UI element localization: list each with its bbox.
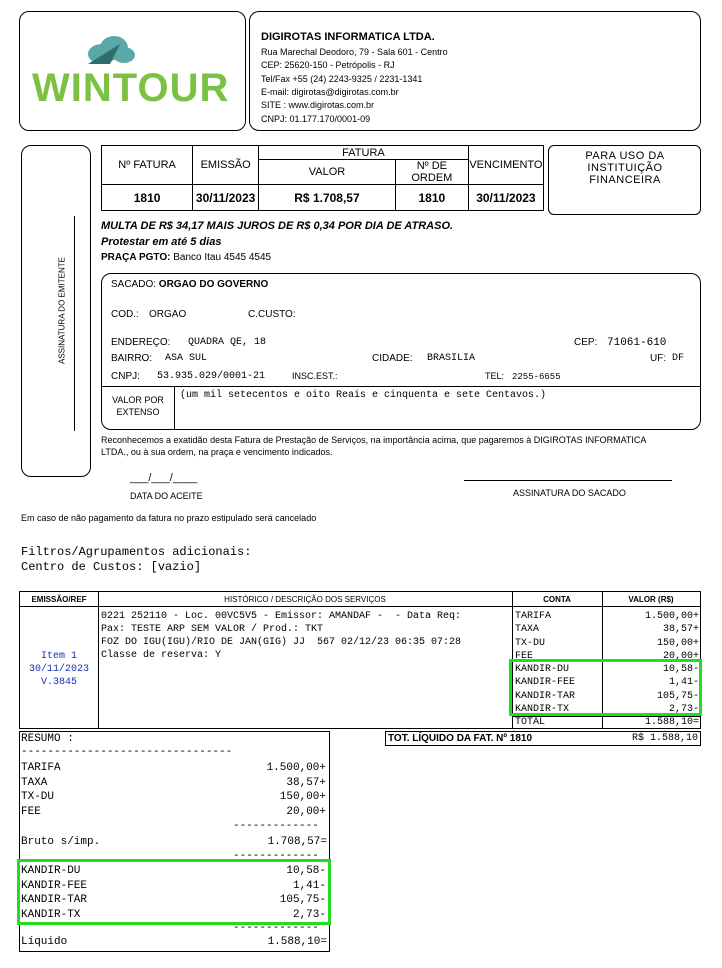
conta-cell: TAXA bbox=[515, 624, 540, 636]
uf-label: UF: bbox=[650, 353, 667, 364]
description-line: 0221 252110 - Loc. 00VC5V5 - Emissor: AMANDAF - - Data Req: bbox=[101, 611, 462, 622]
cancel-note: Em caso de não pagamento da fatura no prazo estipulado será cancelado bbox=[21, 513, 317, 523]
conta-cell: TOTAL bbox=[515, 717, 546, 729]
cep-label: CEP: bbox=[574, 337, 598, 348]
resumo-line-value: 1.500,00+ bbox=[266, 762, 326, 774]
resumo-line-label: TARIFA bbox=[21, 762, 61, 774]
emissao-value: 30/11/2023 bbox=[193, 185, 259, 211]
header-valor: VALOR (R$) bbox=[628, 595, 674, 604]
valor-cell: 150,00+ bbox=[656, 637, 699, 649]
company-phone: Tel/Fax +55 (24) 2243-9325 / 2231-1341 bbox=[261, 74, 423, 84]
resumo-divider: -------------------------------- bbox=[21, 746, 233, 758]
no-ordem-header: Nº DE ORDEM bbox=[395, 160, 468, 185]
extenso-label: VALOR POR EXTENSO bbox=[112, 395, 164, 417]
item-label: Item 1 bbox=[40, 651, 77, 662]
vencimento-value: 30/11/2023 bbox=[468, 185, 543, 211]
bairro-value: ASA SUL bbox=[165, 353, 208, 364]
item-date: 30/11/2023 bbox=[28, 664, 89, 675]
financial-use-label: PARA USO DA INSTITUIÇÃO FINANCEIRA bbox=[585, 150, 665, 186]
conta-cell: FEE bbox=[515, 650, 534, 662]
tot-liquido-value: R$ 1.588,10 bbox=[631, 733, 698, 744]
logo-wordmark: WINTOUR bbox=[32, 66, 230, 110]
valor-cell: 1.500,00+ bbox=[644, 611, 699, 622]
deduction-value: 10,58- bbox=[286, 865, 326, 877]
praca-pgto bbox=[101, 252, 271, 263]
sacado-row bbox=[111, 279, 268, 290]
praca-label: PRAÇA PGTO: bbox=[101, 252, 171, 263]
no-fatura-value: 1810 bbox=[102, 185, 193, 211]
endereco-label: ENDEREÇO: bbox=[111, 337, 171, 348]
kandir-highlight-resumo bbox=[17, 859, 331, 925]
description-line: FOZ DO IGU(IGU)/RIO DE JAN(GIG) JJ 567 02/12/23 06:35 07:28 bbox=[101, 637, 462, 648]
no-ordem-value: 1810 bbox=[395, 185, 468, 211]
col-divider-1 bbox=[98, 592, 99, 728]
resumo-line-value: 150,00+ bbox=[279, 791, 326, 803]
bairro-label: BAIRRO: bbox=[111, 353, 153, 364]
description-cell bbox=[101, 610, 461, 662]
resumo-line-label: TAXA bbox=[21, 776, 48, 789]
emitter-signature-label: ASSINATURA DO EMITENTE bbox=[57, 257, 67, 364]
valor-cell: 1,41- bbox=[668, 677, 699, 689]
filters-line1: Filtros/Agrupamentos adicionais: bbox=[21, 545, 252, 559]
liquido-label: Líquido bbox=[21, 936, 68, 948]
tel-value: 2255-6655 bbox=[512, 372, 561, 382]
item-ref: V.3845 bbox=[40, 677, 77, 688]
protestar-text: Protestar em até 5 dias bbox=[101, 236, 222, 248]
company-site: SITE : www.digirotas.com.br bbox=[261, 100, 375, 110]
conta-cell: TARIFA bbox=[515, 611, 552, 622]
ccusto-label: C.CUSTO: bbox=[248, 309, 296, 320]
kandir-highlight-services bbox=[509, 659, 702, 716]
extenso-vertical bbox=[174, 386, 175, 430]
deduction-value: 105,75- bbox=[279, 894, 326, 906]
financial-use-box bbox=[548, 145, 701, 215]
resumo-line-label: FEE bbox=[21, 805, 41, 818]
sacado-name: ORGAO DO GOVERNO bbox=[158, 279, 269, 290]
cidade-label: CIDADE: bbox=[372, 353, 413, 364]
resumo-values bbox=[190, 761, 326, 819]
bruto-label: Bruto s/imp. bbox=[21, 836, 101, 848]
deduction-value: 2,73- bbox=[292, 908, 326, 921]
description-line: Pax: TESTE ARP SEM VALOR / Prod.: TKT bbox=[101, 624, 324, 635]
cod-value: ORGAO bbox=[149, 309, 187, 320]
cidade-value: BRASILIA bbox=[427, 353, 476, 364]
resumo-title: RESUMO : bbox=[21, 733, 74, 745]
total-divider bbox=[512, 716, 700, 717]
bruto-value: 1.708,57= bbox=[267, 836, 327, 848]
extenso-divider bbox=[102, 386, 700, 387]
header-historico: HISTÓRICO / DESCRIÇÃO DOS SERVIÇOS bbox=[224, 595, 386, 604]
tot-liquido-box bbox=[385, 731, 701, 746]
services-header-divider bbox=[20, 606, 700, 607]
cnpj-label: CNPJ: bbox=[111, 371, 140, 382]
no-fatura-header: Nº FATURA bbox=[102, 146, 193, 185]
deduction-label: KANDIR-TX bbox=[21, 908, 81, 921]
valor-cell: 105,75- bbox=[656, 690, 699, 702]
valor-cell: 38,57+ bbox=[662, 624, 699, 636]
emissao-header: EMISSÃO bbox=[193, 146, 259, 185]
deduction-label: KANDIR-DU bbox=[21, 865, 81, 877]
conta-cell: KANDIR-FEE bbox=[515, 677, 576, 689]
valor-cell: 10,58- bbox=[662, 664, 699, 676]
sacado-signature-label: ASSINATURA DO SACADO bbox=[513, 488, 626, 498]
multa-text: MULTA DE R$ 34,17 MAIS JUROS DE R$ 0,34 POR DIA DE ATRASO. bbox=[101, 220, 454, 232]
sacado-label: SACADO: bbox=[111, 279, 157, 290]
aceite-date-blank: ___/___/____ bbox=[130, 472, 198, 484]
fatura-header: FATURA bbox=[259, 146, 469, 160]
liquido-value: 1.588,10= bbox=[267, 936, 327, 948]
deduction-label: KANDIR-FEE bbox=[21, 879, 88, 892]
praca-value: Banco Itau 4545 4545 bbox=[173, 252, 272, 263]
logo-text bbox=[32, 66, 229, 111]
company-email: E-mail: digirotas@digirotas.com.br bbox=[261, 87, 399, 97]
conta-cell: KANDIR-TAR bbox=[515, 690, 576, 702]
valor-header: VALOR bbox=[259, 160, 396, 185]
valor-value: R$ 1.708,57 bbox=[259, 185, 396, 211]
extenso-value: (um mil setecentos e oito Reais e cinquenta e sete Centavos.) bbox=[180, 390, 547, 401]
deduction-value: 1,41- bbox=[292, 879, 326, 892]
sacado-signature-line bbox=[464, 480, 672, 481]
logo-box bbox=[19, 11, 246, 131]
conta-cell: KANDIR-TX bbox=[515, 704, 570, 716]
item-ref-cell bbox=[20, 650, 98, 689]
cep-value: 71061-610 bbox=[607, 337, 667, 349]
deduction-label: KANDIR-TAR bbox=[21, 894, 88, 906]
company-info-box bbox=[249, 11, 701, 131]
uf-value: DF bbox=[672, 353, 685, 364]
signature-line bbox=[74, 216, 75, 431]
header-conta: CONTA bbox=[543, 595, 571, 604]
aceite-date-label: DATA DO ACEITE bbox=[130, 491, 203, 501]
insc-label: INSC.EST.: bbox=[292, 371, 338, 381]
vencimento-header: VENCIMENTO bbox=[468, 146, 543, 185]
company-address: Rua Marechal Deodoro, 79 - Sala 601 - Centro bbox=[261, 47, 448, 57]
tot-liquido-label: TOT. LÍQUIDO DA FAT. Nº 1810 bbox=[388, 733, 533, 744]
conta-cell: TX-DU bbox=[515, 637, 546, 649]
emitter-signature-box bbox=[21, 145, 91, 477]
header-emissao-ref: EMISSÃO/REF bbox=[31, 595, 87, 604]
valor-cell: 2,73- bbox=[668, 704, 699, 716]
declaration-text: Reconhecemos a exatidão desta Fatura de Prestação de Serviços, na importância acima, que pagaremos à DIGIROTAS INFORMATICA LTDA., ou à sua ordem, na praça e vencimento indicados. bbox=[101, 435, 646, 457]
resumo-line-label: TX-DU bbox=[21, 791, 55, 803]
company-cep: CEP: 25620-150 - Petrópolis - RJ bbox=[261, 60, 395, 70]
company-cnpj: CNPJ: 01.177.170/0001-09 bbox=[261, 114, 371, 124]
invoice-header-table bbox=[101, 145, 544, 211]
endereco-value: QUADRA QE, 18 bbox=[188, 337, 267, 348]
resumo-line-value: 38,57+ bbox=[286, 776, 326, 789]
description-line: Classe de reserva: Y bbox=[101, 650, 222, 661]
resumo-line-value: 20,00+ bbox=[286, 805, 326, 818]
filters-line2: Centro de Custos: [vazio] bbox=[21, 560, 202, 574]
company-name: DIGIROTAS INFORMATICA LTDA. bbox=[261, 31, 435, 43]
conta-cell: KANDIR-DU bbox=[515, 664, 570, 676]
cnpj-value: 53.935.029/0001-21 bbox=[157, 371, 266, 382]
liquido-dashes: ------------- bbox=[233, 922, 319, 934]
cod-label: COD.: bbox=[111, 309, 139, 320]
valor-cell: 1.588,10= bbox=[644, 717, 699, 729]
bruto-dashes-2: ------------- bbox=[233, 850, 319, 862]
tel-label: TEL: bbox=[485, 371, 505, 381]
valor-cell: 20,00+ bbox=[662, 650, 699, 662]
bruto-dashes: ------------- bbox=[233, 820, 319, 832]
resumo-labels bbox=[21, 761, 61, 819]
sacado-box bbox=[101, 273, 701, 430]
